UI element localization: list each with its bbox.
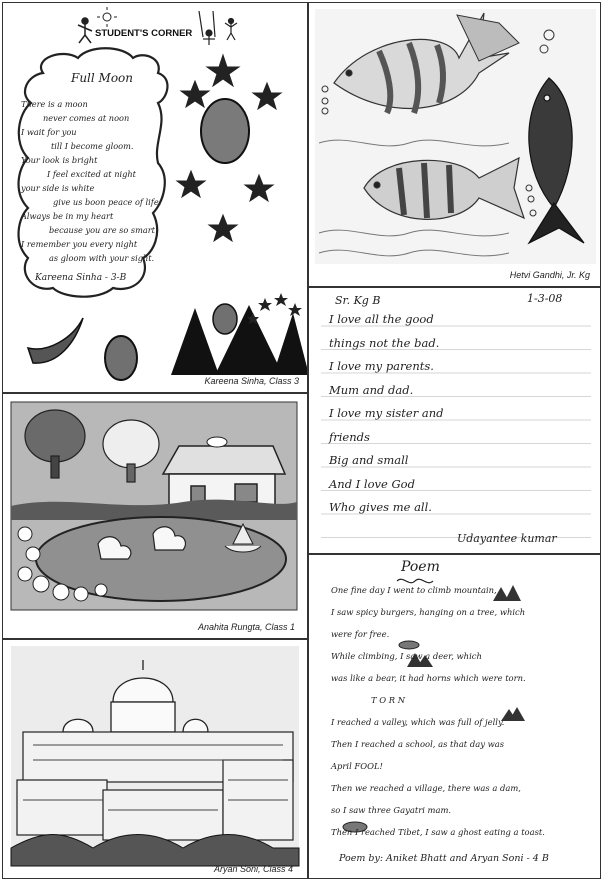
poem-line: your side is white: [21, 183, 95, 193]
note-line: things not the bad.: [329, 335, 440, 350]
mountain-icon: [493, 585, 521, 601]
poem-line: There is a moon: [21, 99, 88, 109]
note-line: Big and small: [329, 453, 409, 467]
poem-line: never comes at noon: [43, 113, 130, 123]
poem-line: till I become gloom.: [51, 141, 134, 151]
poem-line: Then we reached a village, there was a dam,: [331, 783, 521, 793]
note-signature: Udayantee kumar: [457, 532, 557, 545]
header-title: STUDENT'S CORNER: [95, 28, 193, 39]
stick-figure-icon: [78, 18, 92, 43]
caption: Aryan Soni, Class 4: [213, 864, 293, 874]
poem-line: because you are so smart: [49, 225, 155, 235]
swing-figure-icon: [199, 11, 215, 45]
stick-figure-icon: [225, 19, 237, 41]
poem-line: I feel excited at night: [47, 169, 136, 179]
note-line: Who gives me all.: [329, 500, 432, 514]
landscape-drawing-panel: [2, 393, 308, 639]
poem-line: Then I reached a school, as that day was: [331, 739, 505, 749]
moon-shape: [201, 99, 249, 163]
poem-line: T O R N: [371, 695, 406, 705]
poem-line: April FOOL!: [331, 761, 383, 771]
poem-line: so I saw three Gayatri mam.: [331, 805, 452, 815]
note-lines-bg: [309, 288, 601, 554]
poem-line: One fine day I went to climb mountain,: [331, 585, 497, 595]
full-moon-panel: [2, 2, 308, 393]
poem-signature: Kareena Sinha - 3-B: [35, 273, 127, 283]
poem-line: were for free.: [331, 629, 390, 639]
fish-drawing: [309, 3, 601, 287]
fish-drawing-panel: [308, 2, 601, 287]
poem-line: Always be in my heart: [21, 211, 114, 221]
note-line: And I love God: [329, 476, 415, 491]
poem-panel: [308, 554, 601, 879]
handwritten-note-panel: [308, 287, 601, 554]
moon-shape-small: [213, 304, 237, 334]
note-class: Sr. Kg B: [335, 294, 381, 307]
landscape-drawing: [3, 394, 308, 639]
poem-line: Then I reached Tibet, I saw a ghost eating a toast.: [331, 827, 545, 837]
city-drawing: [3, 640, 308, 879]
bird-icon: [207, 437, 227, 447]
bridge-shape: [11, 835, 299, 867]
note-line: I love my parents.: [329, 359, 434, 373]
caption: Hetvi Gandhi, Jr. Kg: [509, 270, 590, 280]
burger-icon: [399, 641, 419, 649]
sun-icon: [97, 7, 117, 27]
note-line: I love my sister and: [329, 406, 444, 420]
mountains-shape: [171, 305, 308, 375]
poem-title: Poem: [401, 559, 440, 575]
poem-title: Full Moon: [71, 71, 134, 85]
note-line: friends: [329, 429, 370, 444]
poem-line: Your look is bright: [21, 155, 98, 165]
poem-line: While climbing, I saw a deer, which: [331, 651, 482, 661]
caption: Kareena Sinha, Class 3: [204, 376, 299, 386]
poem-line: I saw spicy burgers, hanging on a tree, which: [331, 607, 526, 617]
note-line: Mum and dad.: [329, 382, 414, 397]
squiggle-underline: [397, 579, 433, 582]
poem-line: I wait for you: [21, 127, 77, 137]
moon-slice-shape: [28, 318, 83, 363]
poem-signature: Poem by: Aniket Bhatt and Aryan Soni - 4 B: [339, 853, 549, 864]
poem-line: as gloom with your sight.: [49, 253, 155, 263]
caption: Anahita Rungta, Class 1: [197, 622, 295, 632]
poem-line: I remember you every night: [21, 239, 138, 249]
poem-line: give us boon peace of life.: [53, 197, 162, 207]
poem-line: I reached a valley, which was full of jelly.: [331, 717, 505, 727]
city-drawing-panel: [2, 639, 308, 879]
note-line: I love all the good: [329, 312, 434, 326]
moon-shape-small: [105, 336, 137, 380]
note-date: 1-3-08: [527, 292, 563, 305]
poem-line: was like a bear, it had horns which were torn.: [331, 673, 526, 683]
mountain-icon: [501, 707, 525, 721]
